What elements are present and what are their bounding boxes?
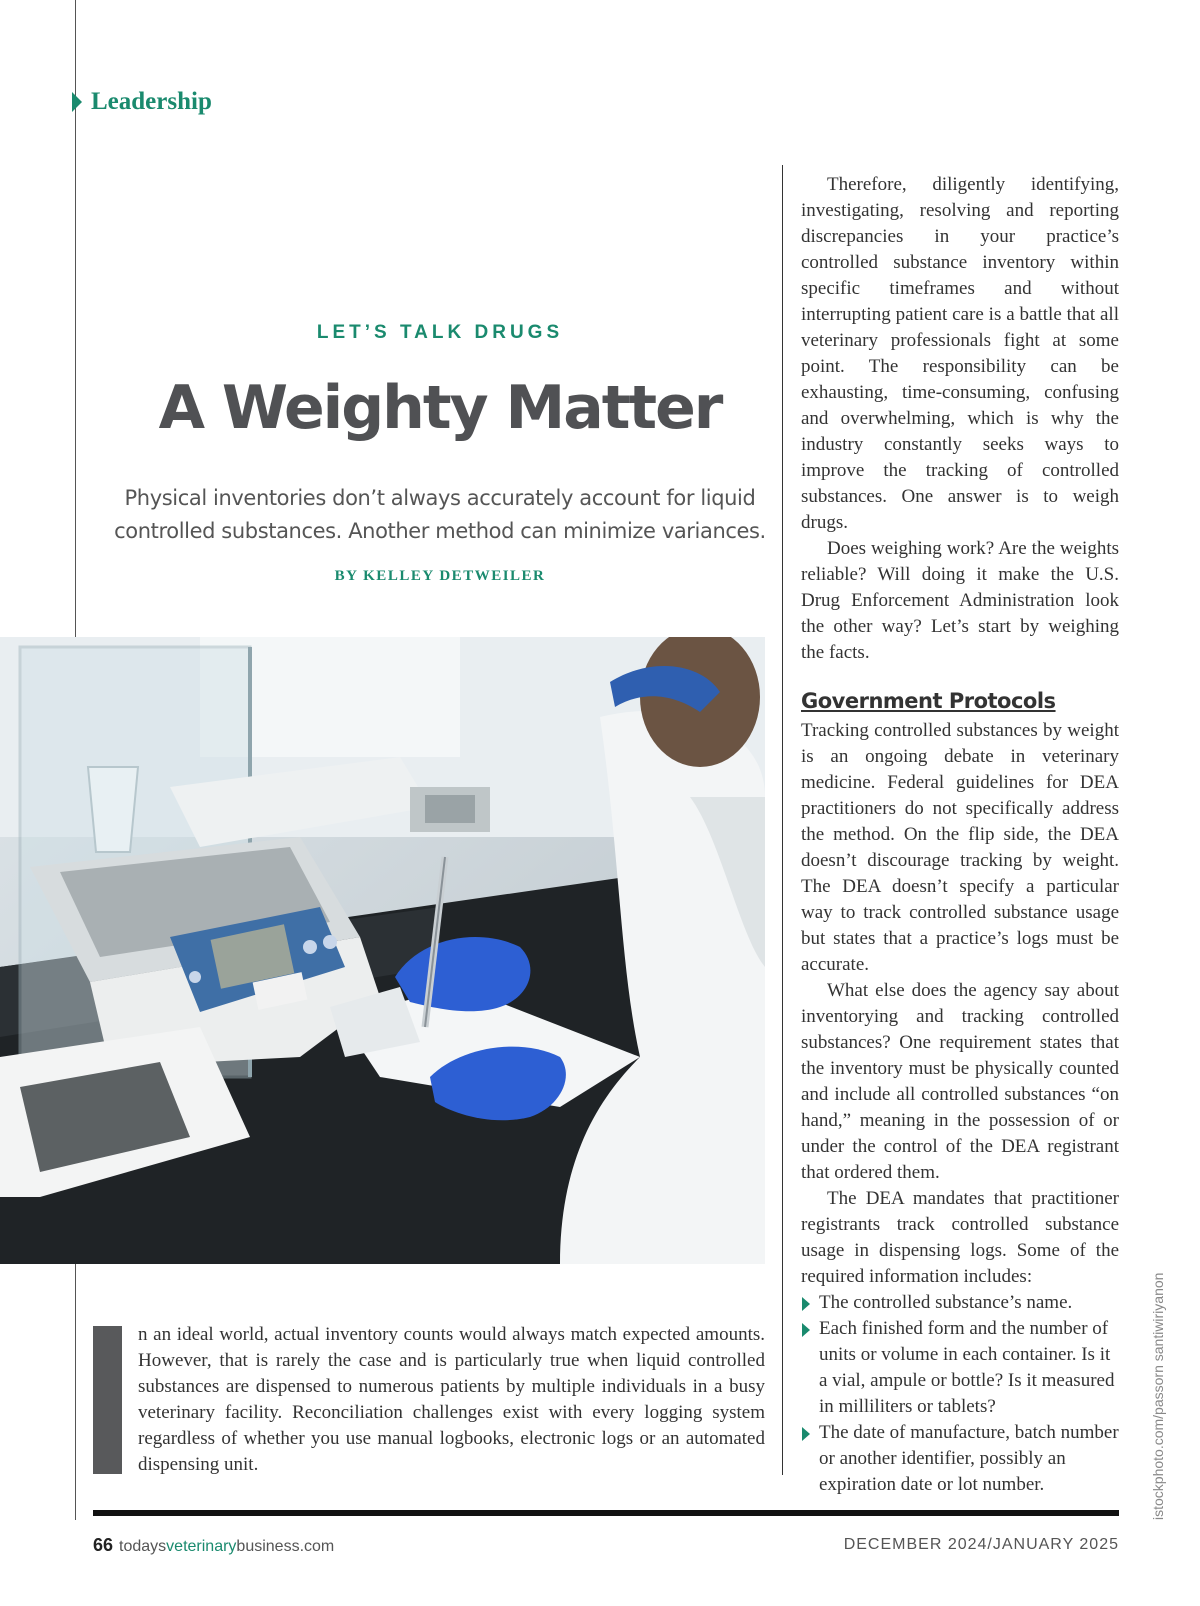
- article-byline: BY KELLEY DETWEILER: [334, 568, 546, 584]
- section-heading: Government Protocols: [801, 689, 1056, 713]
- article-kicker: LET’S TALK DRUGS: [316, 322, 564, 343]
- section-label: Leadership: [91, 88, 212, 115]
- article-title: A Weighty Matter: [158, 373, 722, 443]
- list-item: Each finished form and the number of units or volume in each container. Is it a vial, ampule or bottle? Is it measured in milliliters or tablets?: [801, 1316, 1119, 1420]
- body-paragraph: What else does the agency say about inventorying and tracking controlled substances? One requirement states that the inventory must be physically counted and include all controlled substances “on hand,” meaning in the possession of or under the control of the DEA registrant that ordered them.: [801, 980, 1119, 1183]
- dek-line: Physical inventories don’t always accurately account for liquid: [124, 486, 756, 510]
- list-item: The controlled substance’s name.: [801, 1290, 1119, 1316]
- footer-rule: [93, 1510, 1119, 1516]
- column-rule: [782, 165, 783, 1475]
- article-intro: [138, 1322, 765, 1478]
- triangle-bullet-icon: [72, 92, 82, 112]
- photo-credit: istockphoto.com/passorn santiwiriyanon: [1150, 1272, 1166, 1520]
- body-paragraph: The DEA mandates that practitioner registrants track controlled substance usage in dispensing logs. Some of the required information includes:: [801, 1188, 1119, 1287]
- body-paragraph: Tracking controlled substances by weight is an ongoing debate in veterinary medicine. Federal guidelines for DEA practitioners do not specifically address the method. On the flip side, the DEA doesn’t discourage tracking by weight. The DEA doesn’t specify a particular way to track controlled substance usage but states that a practice’s logs must be accurate.: [801, 720, 1119, 975]
- section-tag: [72, 88, 212, 116]
- site-url-prefix: todays: [119, 1538, 167, 1555]
- dek-line: controlled substances. Another method can minimize variances.: [114, 519, 766, 543]
- drop-cap-i: [93, 1326, 122, 1474]
- intro-paragraph: n an ideal world, actual inventory counts would always match expected amounts. However, that is rarely the case and is particularly true when liquid controlled substances are dispensed to numerous patients by multiple individuals in a busy veterinary facility. Reconciliation challenges exist with every logging system regardless of whether you use manual logbooks, electronic logs or an automated dispensing unit.: [138, 1324, 765, 1475]
- article-dek: [80, 482, 800, 548]
- lab-scale-photo: [0, 637, 765, 1264]
- body-paragraph: Does weighing work? Are the weights reliable? Will doing it make the U.S. Drug Enforcement Administration look the other way? Let’s start by weighing the facts.: [801, 538, 1119, 663]
- page-number: 66: [93, 1535, 114, 1555]
- lab-photo: [0, 637, 765, 1264]
- page-folio: [93, 1535, 334, 1556]
- requirements-list: [801, 1290, 1119, 1498]
- body-paragraph: Therefore, diligently identifying, investigating, resolving and reporting discrepancies in your practice’s controlled substance inventory within specific timeframes and without interrupting patient care is a battle that all veterinary professionals fight at some point. The responsibility can be exhausting, time-consuming, confusing and overwhelming, which is why the industry constantly seeks ways to improve the tracking of controlled substances. One answer is to weigh drugs.: [801, 174, 1119, 533]
- list-item: The date of manufacture, batch number or another identifier, possibly an expiration date or lot number.: [801, 1420, 1119, 1498]
- article-column-right: [801, 172, 1119, 1498]
- site-url-suffix: business.com: [236, 1538, 335, 1555]
- issue-date: DECEMBER 2024/JANUARY 2025: [843, 1536, 1119, 1553]
- site-url-accent: veterinary: [166, 1538, 237, 1555]
